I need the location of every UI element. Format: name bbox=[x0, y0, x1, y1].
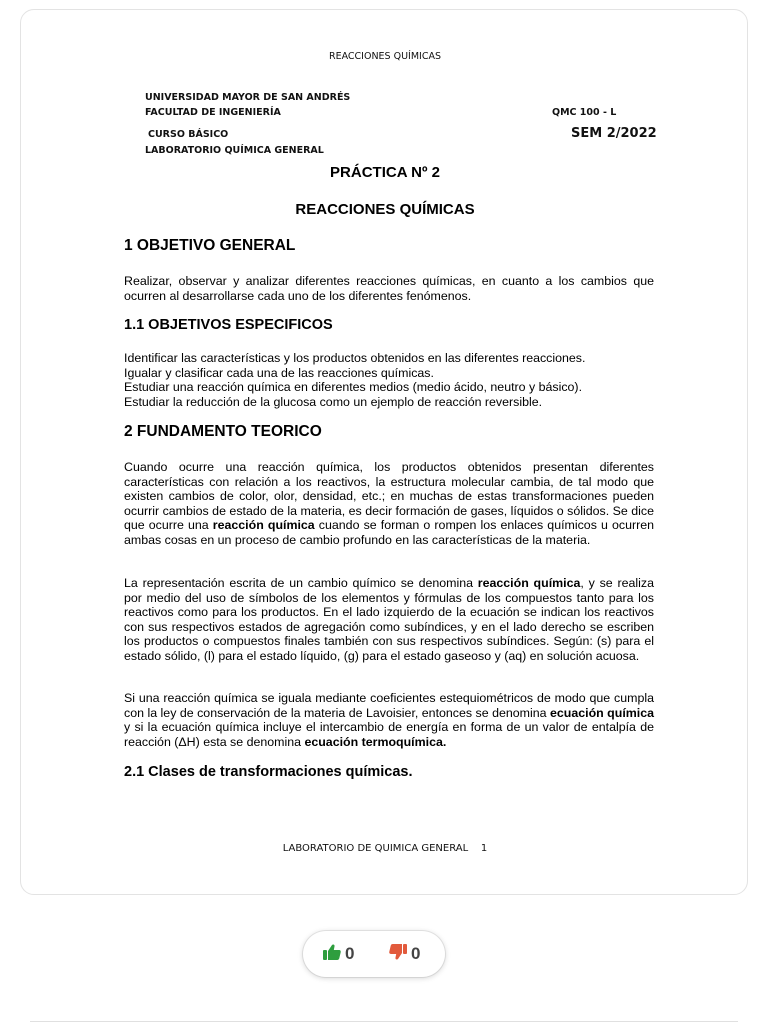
upvote-button[interactable] bbox=[323, 943, 354, 965]
objetivos-especificos-list bbox=[124, 351, 654, 409]
upvote-count: 0 bbox=[345, 944, 355, 963]
section-heading-fundamento-teorico: 2 FUNDAMENTO TEORICO bbox=[124, 423, 322, 440]
fundamento-paragraph-2: La representación escrita de un cambio químico se denomina reacción química, y se realiza por medio del uso de símbolos de los elementos y fórmulas de los compuestos tanto para los reactivos como para los productos. En el lado izquierdo de la ecuación se indican los reactivos con sus respectivos estados de agregación como subíndices, y en el lado derecho se escriben los productos o compuestos finales también con sus respectivos subíndices. Según: (s) para el estado sólido, (l) para el estado líquido, (g) para el estado gaseoso y (aq) en solución acuosa. bbox=[124, 576, 654, 663]
page-number: 1 bbox=[480, 843, 488, 854]
footer-text: LABORATORIO DE QUIMICA GENERAL bbox=[282, 843, 469, 854]
running-header: REACCIONES QUÍMICAS bbox=[328, 51, 442, 62]
fundamento-paragraph-3: Si una reacción química se iguala mediante coeficientes estequiométricos de modo que cumpla con la ley de conservación de la materia de Lavoisier, entonces se denomina ecuación química y si la ecuación química incluye el intercambio de energía en forma de un valor de entalpía de reacción (ΔH) esta se denomina ecuación termoquímica. bbox=[124, 691, 655, 749]
section-heading-objetivo-general: 1 OBJETIVO GENERAL bbox=[124, 237, 296, 254]
objective-line: Igualar y clasificar cada una de las reacciones químicas. bbox=[124, 365, 434, 380]
thumbs-up-icon bbox=[323, 944, 341, 965]
semester: SEM 2/2022 bbox=[571, 126, 657, 141]
vote-bar bbox=[303, 931, 445, 977]
objective-line: Estudiar una reacción química en diferentes medios (medio ácido, neutro y básico). bbox=[124, 380, 583, 394]
section-heading-clases: 2.1 Clases de transformaciones químicas. bbox=[124, 764, 413, 780]
course-code: QMC 100 - L bbox=[552, 107, 617, 118]
university-name: UNIVERSIDAD MAYOR DE SAN ANDRÉS bbox=[145, 92, 351, 103]
page-footer bbox=[21, 843, 749, 854]
downvote-button[interactable] bbox=[389, 943, 420, 965]
downvote-count: 0 bbox=[411, 944, 421, 963]
thumbs-down-icon bbox=[389, 944, 407, 965]
faculty-name: FACULTAD DE INGENIERÍA bbox=[145, 107, 281, 118]
main-title: REACCIONES QUÍMICAS bbox=[295, 201, 475, 218]
objective-line: Identificar las características y los productos obtenidos en las diferentes reacciones. bbox=[124, 351, 586, 365]
course-name: CURSO BÁSICO bbox=[148, 129, 229, 140]
lab-name: LABORATORIO QUÍMICA GENERAL bbox=[145, 145, 324, 156]
fundamento-paragraph-1: Cuando ocurre una reacción química, los productos obtenidos presentan diferentes características con relación a los reactivos, la estructura molecular cambia, de tal modo que existen cambios de color, olor, densidad, etc.; en muchas de estas transformaciones pueden ocurrir cambios de estado de la materia, es decir formación de gases, líquidos o sólidos. Se dice que ocurre una reacción química cuando se forman o rompen los enlaces químicos u ocurren ambas cosas en un proceso de cambio profundo en las características de la materia. bbox=[124, 460, 655, 547]
objetivo-general-text: Realizar, observar y analizar diferentes reacciones químicas, en cuanto a los cambios que ocurren al desarrollarse cada uno de los diferentes fenómenos. bbox=[124, 274, 654, 303]
section-heading-objetivos-especificos: 1.1 OBJETIVOS ESPECIFICOS bbox=[124, 317, 333, 333]
divider bbox=[30, 1021, 738, 1022]
practice-title: PRÁCTICA Nº 2 bbox=[330, 164, 440, 181]
objective-line: Estudiar la reducción de la glucosa como un ejemplo de reacción reversible. bbox=[124, 394, 543, 409]
document-page bbox=[20, 9, 748, 895]
